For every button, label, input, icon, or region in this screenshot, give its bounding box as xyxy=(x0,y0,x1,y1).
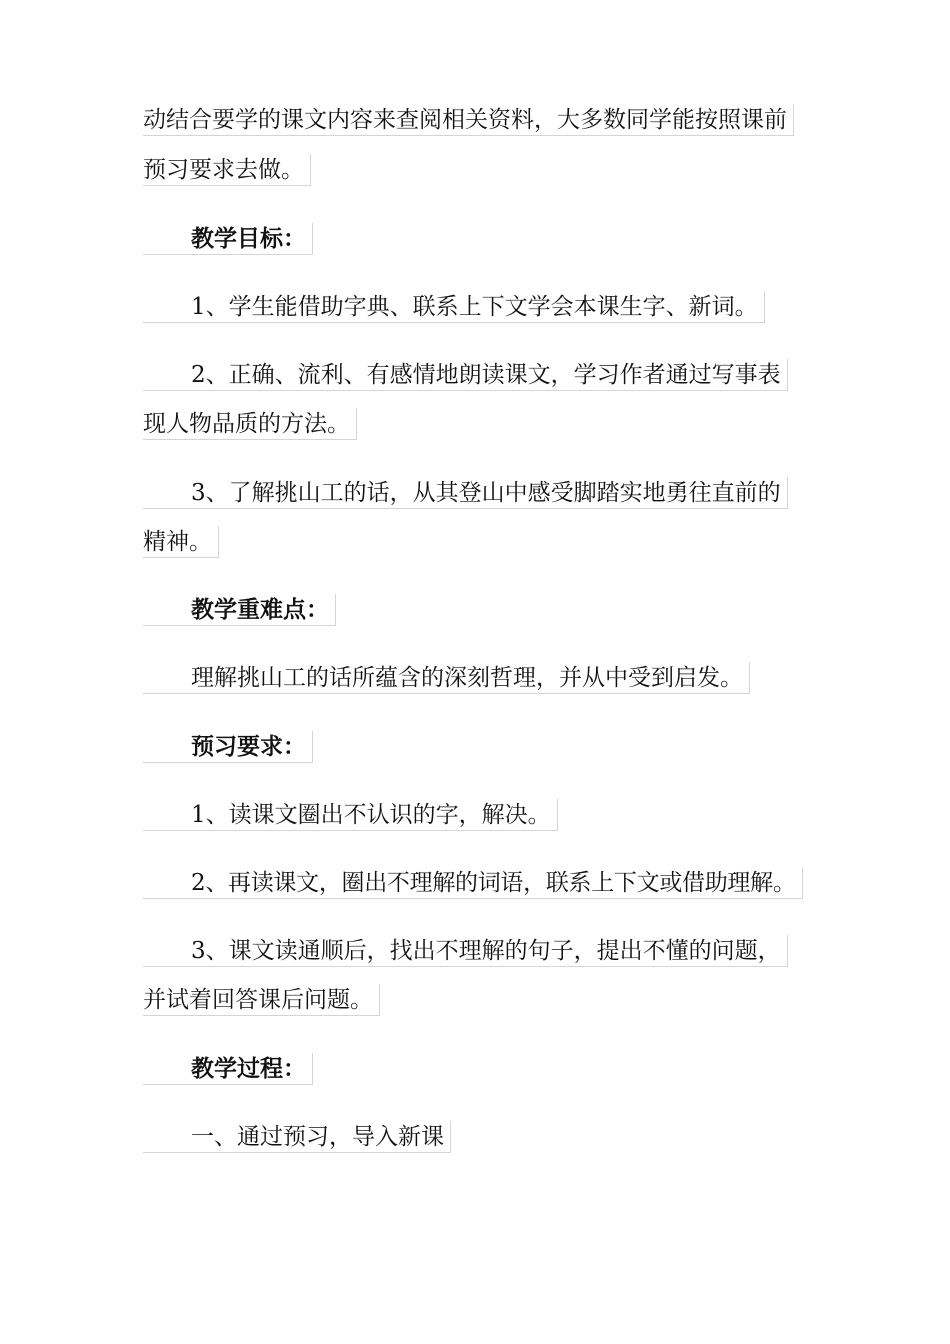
intro-line-1: 动结合要学的课文内容来查阅相关资料，大多数同学能按照课前 xyxy=(143,104,794,136)
preview-heading: 预习要求： xyxy=(143,731,313,763)
preview-item-3-line-2: 并试着回答课后问题。 xyxy=(143,984,380,1016)
goals-heading: 教学目标： xyxy=(143,223,313,255)
goal-item-3-line-2: 精神。 xyxy=(143,526,219,558)
goal-item-1: 1、学生能借助字典、联系上下文学会本课生字、新词。 xyxy=(143,291,765,323)
key-points-heading: 教学重难点： xyxy=(143,594,336,626)
goal-item-2-line-1: 2、正确、流利、有感情地朗读课文，学习作者通过写事表 xyxy=(143,359,788,391)
goal-item-2-line-2: 现人物品质的方法。 xyxy=(143,408,357,440)
process-heading: 教学过程： xyxy=(143,1053,313,1085)
preview-item-3-line-1: 3、课文读通顺后，找出不理解的句子，提出不懂的问题， xyxy=(143,935,788,967)
process-step-1: 一、通过预习，导入新课 xyxy=(143,1121,451,1153)
preview-item-1: 1、读课文圈出不认识的字，解决。 xyxy=(143,799,558,831)
goal-item-3-line-1: 3、了解挑山工的话，从其登山中感受脚踏实地勇往直前的 xyxy=(143,477,788,509)
intro-line-2: 预习要求去做。 xyxy=(143,154,311,186)
key-points-text: 理解挑山工的话所蕴含的深刻哲理，并从中受到启发。 xyxy=(143,662,750,694)
preview-item-2: 2、再读课文，圈出不理解的词语，联系上下文或借助理解。 xyxy=(143,867,803,899)
